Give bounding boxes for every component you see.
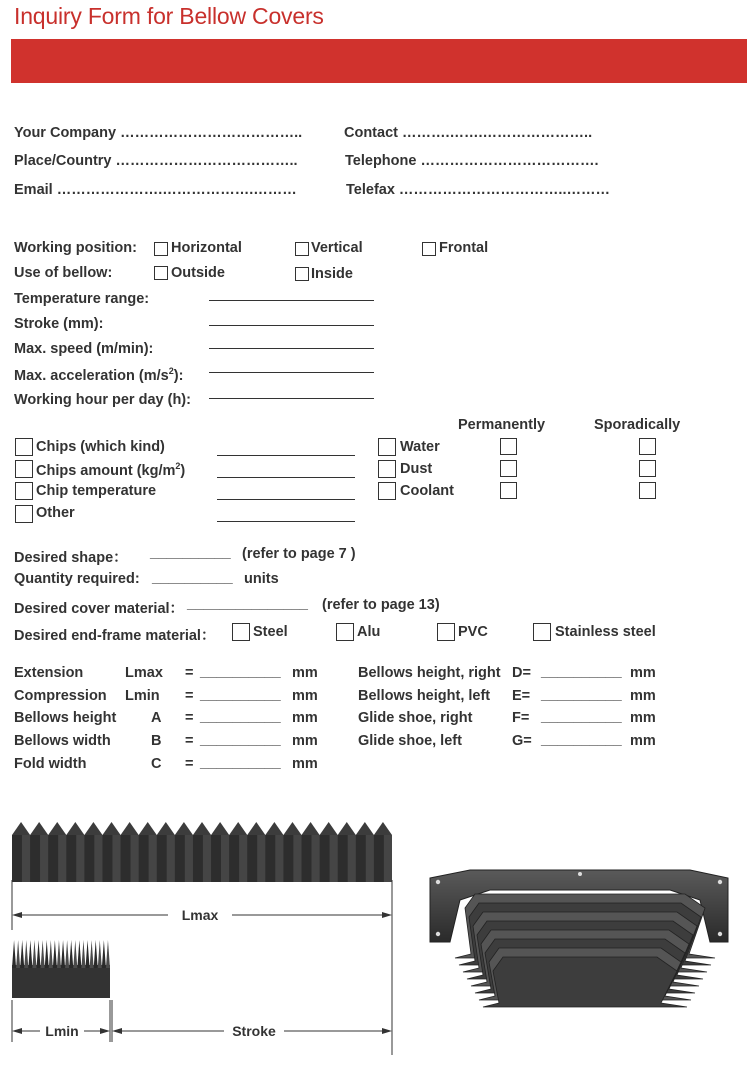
dim-name: Glide shoe, left (358, 733, 462, 749)
your-company-field[interactable]: Your Company ……………………………….. (14, 125, 303, 141)
dust-checkbox[interactable] (378, 460, 396, 478)
dim-equals: = (185, 688, 194, 704)
other-line[interactable] (217, 521, 355, 522)
dust-permanently-checkbox[interactable] (500, 460, 517, 477)
chips-amount-line[interactable] (217, 477, 355, 478)
dim-blank[interactable]: __________ (200, 664, 281, 680)
chips-kind-label: Chips (which kind) (36, 439, 165, 455)
desired-shape-note: (refer to page 7 ) (242, 546, 356, 562)
email-field[interactable]: Email ………………….……………….……… (14, 182, 297, 198)
outside-label: Outside (171, 265, 225, 281)
max-acceleration-label: Max. acceleration $(m/s^2)$: (14, 366, 184, 384)
dim-symbol: F= (512, 710, 530, 726)
working-hour-line[interactable] (209, 398, 374, 399)
coolant-label: Coolant (400, 483, 454, 499)
bellow-cover-image (420, 860, 740, 1010)
stroke-diagram-label: Stroke (232, 1023, 276, 1039)
telefax-field[interactable]: Telefax ……………………………..……… (346, 182, 610, 198)
max-speed-line[interactable] (209, 348, 374, 349)
permanently-header: Permanently (458, 417, 546, 433)
dim-unit: mm (292, 733, 318, 749)
dim-name: Glide shoe, right (358, 710, 473, 726)
dim-name: Bellows height, left (358, 688, 491, 704)
dim-blank[interactable]: __________ (541, 732, 622, 748)
dim-symbol: Lmin (125, 688, 160, 704)
water-checkbox[interactable] (378, 438, 396, 456)
contact-field[interactable]: Contact ……….…….………………….. (344, 125, 593, 141)
outside-checkbox[interactable] (154, 266, 168, 280)
inside-checkbox[interactable] (295, 267, 309, 281)
dim-symbol: D= (512, 665, 531, 681)
water-label: Water (400, 439, 440, 455)
dim-name: Bellows height (14, 710, 117, 726)
working-hour-label: Working hour per day (h): (14, 392, 191, 408)
coolant-sporadically-checkbox[interactable] (639, 482, 656, 499)
header-bar (11, 39, 747, 83)
dim-unit: mm (630, 710, 656, 726)
frontal-checkbox[interactable] (422, 242, 436, 256)
other-checkbox[interactable] (15, 505, 33, 523)
steel-label: Steel (253, 624, 288, 640)
dim-symbol: B (151, 733, 162, 749)
stainless-steel-label: Stainless steel (555, 624, 656, 640)
bellows-dimension-diagram (0, 810, 400, 1060)
quantity-label: Quantity required: (14, 571, 140, 587)
bellow-folds (455, 894, 715, 1007)
dim-symbol: C (151, 756, 162, 772)
dim-symbol: G= (512, 733, 532, 749)
chip-temperature-line[interactable] (217, 499, 355, 500)
dim-blank[interactable]: __________ (541, 664, 622, 680)
dim-unit: mm (292, 710, 318, 726)
dim-blank[interactable]: __________ (200, 687, 281, 703)
dim-equals: = (185, 733, 194, 749)
water-permanently-checkbox[interactable] (500, 438, 517, 455)
coolant-permanently-checkbox[interactable] (500, 482, 517, 499)
dim-unit: mm (292, 688, 318, 704)
dim-unit: mm (630, 688, 656, 704)
cover-material-label: Desired cover material： (14, 601, 185, 617)
dim-name: Fold width (14, 756, 87, 772)
dim-blank[interactable]: __________ (541, 687, 622, 703)
extended-bellow-illustration (12, 822, 392, 882)
dim-name: Compression (14, 688, 107, 704)
temperature-range-line[interactable] (209, 300, 374, 301)
pvc-label: PVC (458, 624, 488, 640)
quantity-blank[interactable]: __________ (152, 570, 233, 586)
water-sporadically-checkbox[interactable] (639, 438, 656, 455)
page-title: Inquiry Form for Bellow Covers (14, 3, 324, 29)
end-frame-label: Desired end-frame material： (14, 628, 216, 644)
desired-shape-blank[interactable]: __________ (150, 545, 231, 561)
vertical-checkbox[interactable] (295, 242, 309, 256)
dim-symbol: E= (512, 688, 531, 704)
dim-blank[interactable]: __________ (541, 709, 622, 725)
stroke-line[interactable] (209, 325, 374, 326)
telephone-field[interactable]: Telephone ………………………………. (345, 153, 599, 169)
stroke-label: Stroke (mm): (14, 316, 104, 332)
dim-equals: = (185, 665, 194, 681)
dim-unit: mm (630, 733, 656, 749)
chips-kind-checkbox[interactable] (15, 438, 33, 456)
dust-sporadically-checkbox[interactable] (639, 460, 656, 477)
vertical-label: Vertical (311, 240, 363, 256)
pvc-checkbox[interactable] (437, 623, 455, 641)
dim-blank[interactable]: __________ (200, 732, 281, 748)
inside-label: Inside (311, 266, 353, 282)
lmax-label: Lmax (181, 907, 219, 923)
frontal-label: Frontal (439, 240, 489, 256)
dim-unit: mm (630, 665, 656, 681)
dim-blank[interactable]: __________ (200, 755, 281, 771)
chips-kind-line[interactable] (217, 455, 355, 456)
dim-symbol: Lmax (125, 665, 163, 681)
stainless-steel-checkbox[interactable] (533, 623, 551, 641)
alu-checkbox[interactable] (336, 623, 354, 641)
lmin-label: Lmin (45, 1023, 79, 1039)
use-of-bellow-label: Use of bellow: (14, 265, 113, 281)
dim-equals: = (185, 756, 194, 772)
temperature-range-label: Temperature range: (14, 291, 150, 307)
dim-unit: mm (292, 665, 318, 681)
working-position-label: Working position: (14, 240, 137, 256)
dust-label: Dust (400, 461, 433, 477)
cover-material-blank[interactable]: _______________ (187, 596, 308, 612)
place-country-field[interactable]: Place/Country ……………………………….. (14, 153, 298, 169)
chips-amount-label: Chips amount $(kg/m^2)$ (36, 461, 186, 479)
desired-shape-label: Desired shape： (14, 550, 128, 566)
max-acceleration-line[interactable] (209, 372, 374, 373)
compressed-bellow-illustration (12, 940, 110, 998)
sporadically-header: Sporadically (594, 417, 681, 433)
dim-name: Bellows width (14, 733, 111, 749)
horizontal-label: Horizontal (171, 240, 242, 256)
quantity-unit: units (244, 571, 279, 587)
dim-name: Bellows height, right (358, 665, 501, 681)
cover-material-note: (refer to page 13) (322, 597, 440, 613)
chip-temperature-checkbox[interactable] (15, 482, 33, 500)
dim-symbol: A (151, 710, 162, 726)
steel-checkbox[interactable] (232, 623, 250, 641)
chip-temperature-label: Chip temperature (36, 483, 157, 499)
horizontal-checkbox[interactable] (154, 242, 168, 256)
alu-label: Alu (357, 624, 381, 640)
chips-amount-checkbox[interactable] (15, 460, 33, 478)
dim-unit: mm (292, 756, 318, 772)
coolant-checkbox[interactable] (378, 482, 396, 500)
dim-name: Extension (14, 665, 84, 681)
other-label: Other (36, 505, 75, 521)
dim-equals: = (185, 710, 194, 726)
max-speed-label: Max. speed (m/min): (14, 341, 154, 357)
dim-blank[interactable]: __________ (200, 709, 281, 725)
